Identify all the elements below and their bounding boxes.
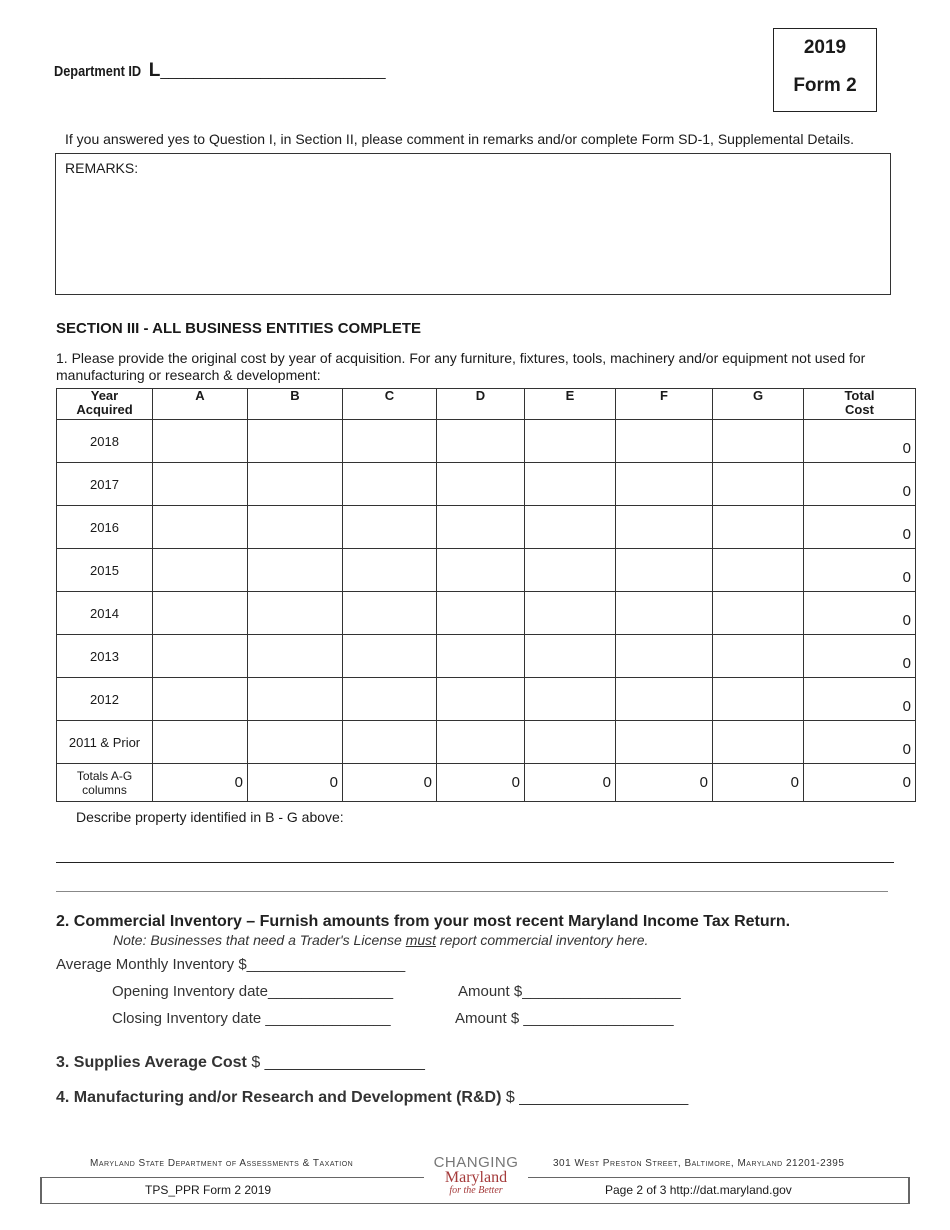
- cost-cell[interactable]: [343, 592, 437, 635]
- col-f: F: [616, 389, 713, 420]
- cost-cell[interactable]: [713, 549, 804, 592]
- cost-cell[interactable]: [437, 678, 525, 721]
- department-id-prefix: L: [148, 60, 161, 81]
- cost-cell[interactable]: [153, 549, 248, 592]
- year-cell: 2013: [57, 635, 153, 678]
- cost-cell[interactable]: [248, 420, 343, 463]
- cost-cell[interactable]: [713, 592, 804, 635]
- question-4-label: 4. Manufacturing and/or Research and Development (R&D): [56, 1089, 502, 1106]
- question-2-note: Note: Businesses that need a Trader's License must report commercial inventory here.: [113, 932, 649, 948]
- total-b: 0: [248, 764, 343, 802]
- footer-agency: Maryland State Department of Assessments & Taxation: [90, 1158, 354, 1169]
- year-cell: 2017: [57, 463, 153, 506]
- question-1: [56, 350, 896, 384]
- cost-cell[interactable]: [713, 678, 804, 721]
- cost-cell[interactable]: [248, 678, 343, 721]
- closing-inventory-amount-field[interactable]: Amount $ __________________: [455, 1010, 674, 1027]
- question-3-label: 3. Supplies Average Cost: [56, 1054, 247, 1071]
- department-id-label: Department ID: [54, 63, 142, 80]
- cost-cell[interactable]: [713, 721, 804, 764]
- cost-cell[interactable]: [343, 678, 437, 721]
- describe-line-2[interactable]: [56, 891, 888, 892]
- cost-cell[interactable]: [437, 592, 525, 635]
- row-total: 0: [804, 506, 916, 549]
- cost-cell[interactable]: [713, 506, 804, 549]
- col-total: Total Cost: [804, 389, 916, 420]
- acquisition-cost-table: [56, 388, 916, 802]
- table-header: [57, 389, 916, 420]
- table-row: [57, 463, 916, 506]
- cost-cell[interactable]: [525, 506, 616, 549]
- col-b: B: [248, 389, 343, 420]
- cost-cell[interactable]: [437, 549, 525, 592]
- cost-cell[interactable]: [248, 592, 343, 635]
- opening-inventory-amount-field[interactable]: Amount $___________________: [458, 983, 681, 1000]
- cost-cell[interactable]: [437, 420, 525, 463]
- question-2-number: 2: [56, 913, 65, 930]
- col-a: A: [153, 389, 248, 420]
- remarks-box[interactable]: [55, 153, 891, 295]
- cost-cell[interactable]: [437, 506, 525, 549]
- row-total: 0: [804, 678, 916, 721]
- cost-cell[interactable]: [616, 721, 713, 764]
- total-a: 0: [153, 764, 248, 802]
- cost-cell[interactable]: [616, 678, 713, 721]
- cost-cell[interactable]: [343, 549, 437, 592]
- cost-cell[interactable]: [343, 463, 437, 506]
- cost-cell[interactable]: [616, 592, 713, 635]
- row-total: 0: [804, 592, 916, 635]
- year-cell: 2018: [57, 420, 153, 463]
- section-title: SECTION III - ALL BUSINESS ENTITIES COMPLETE: [56, 320, 422, 337]
- cost-cell[interactable]: [713, 635, 804, 678]
- logo-changing: CHANGING: [433, 1154, 519, 1171]
- opening-inventory-date-field[interactable]: Opening Inventory date_______________: [112, 983, 394, 1000]
- department-id-field[interactable]: ___________________________: [160, 63, 386, 80]
- cost-cell[interactable]: [525, 635, 616, 678]
- total-g: 0: [713, 764, 804, 802]
- footer-rule-bottom: [40, 1203, 910, 1204]
- question-4[interactable]: [56, 1089, 688, 1107]
- cost-cell[interactable]: [525, 549, 616, 592]
- cost-cell[interactable]: [616, 506, 713, 549]
- cost-cell[interactable]: [525, 463, 616, 506]
- describe-label: Describe property identified in B - G above:: [76, 809, 344, 825]
- cost-cell[interactable]: [616, 420, 713, 463]
- cost-cell[interactable]: [437, 721, 525, 764]
- cost-cell[interactable]: [525, 420, 616, 463]
- cost-cell[interactable]: [343, 420, 437, 463]
- cost-cell[interactable]: [248, 506, 343, 549]
- cost-cell[interactable]: [248, 549, 343, 592]
- footer-left-edge: [40, 1177, 42, 1204]
- footer-address: 301 West Preston Street, Baltimore, Maryland 21201-2395: [553, 1158, 845, 1169]
- col-g: G: [713, 389, 804, 420]
- cost-cell[interactable]: [153, 592, 248, 635]
- cost-cell[interactable]: [616, 635, 713, 678]
- cost-cell[interactable]: [343, 721, 437, 764]
- cost-cell[interactable]: [713, 420, 804, 463]
- rd-cost-field[interactable]: $ ___________________: [501, 1089, 689, 1106]
- row-total: 0: [804, 549, 916, 592]
- col-d: D: [437, 389, 525, 420]
- cost-cell[interactable]: [343, 635, 437, 678]
- table-row: [57, 420, 916, 463]
- row-total: 0: [804, 721, 916, 764]
- cost-cell[interactable]: [248, 635, 343, 678]
- grand-total: 0: [804, 764, 916, 802]
- table-row: [57, 592, 916, 635]
- table-row: [57, 678, 916, 721]
- logo-tagline: for the Better: [449, 1185, 503, 1196]
- cost-cell[interactable]: [437, 635, 525, 678]
- must-word: must: [405, 932, 437, 948]
- row-total: 0: [804, 635, 916, 678]
- closing-inventory-date-field[interactable]: Closing Inventory date _______________: [112, 1010, 391, 1027]
- cost-cell[interactable]: [525, 721, 616, 764]
- logo-maryland: Maryland: [444, 1169, 508, 1186]
- cost-cell[interactable]: [248, 463, 343, 506]
- remarks-label: REMARKS:: [65, 160, 139, 176]
- cost-cell[interactable]: [616, 463, 713, 506]
- form-number: Form 2: [793, 75, 857, 96]
- question-3[interactable]: [56, 1054, 425, 1072]
- cost-cell[interactable]: [525, 592, 616, 635]
- table-row: [57, 721, 916, 764]
- cost-cell[interactable]: [153, 635, 248, 678]
- footer-form-id: TPS_PPR Form 2 2019: [145, 1183, 272, 1197]
- cost-cell[interactable]: [713, 463, 804, 506]
- total-e: 0: [525, 764, 616, 802]
- year-cell: 2011 & Prior: [57, 721, 153, 764]
- supplies-cost-field[interactable]: $ __________________: [246, 1054, 425, 1071]
- total-d: 0: [437, 764, 525, 802]
- question-1-number: 1.: [56, 350, 68, 366]
- col-e: E: [525, 389, 616, 420]
- table-row: [57, 549, 916, 592]
- year-cell: 2014: [57, 592, 153, 635]
- cost-cell[interactable]: [153, 463, 248, 506]
- table-row: [57, 635, 916, 678]
- row-total: 0: [804, 420, 916, 463]
- question-2-title: [56, 913, 790, 931]
- cost-cell[interactable]: [525, 678, 616, 721]
- cost-cell[interactable]: [153, 506, 248, 549]
- year-cell: 2015: [57, 549, 153, 592]
- question-1-text: Please provide the original cost by year of acquisition. For any furniture, fixtures, tools, machinery and/or equipment not used for manufacturing or research & development:: [56, 350, 866, 383]
- cost-cell[interactable]: [616, 549, 713, 592]
- cost-cell[interactable]: [437, 463, 525, 506]
- totals-label: Totals A-G columns: [57, 764, 153, 802]
- totals-row: [57, 764, 916, 802]
- total-c: 0: [343, 764, 437, 802]
- cost-cell[interactable]: [153, 678, 248, 721]
- form-year: 2019: [803, 37, 847, 58]
- changing-maryland-logo: [424, 1155, 528, 1203]
- cost-cell[interactable]: [153, 420, 248, 463]
- average-monthly-inventory-field[interactable]: Average Monthly Inventory $___________________: [56, 956, 406, 973]
- col-year: Year Acquired: [57, 389, 153, 420]
- question-2-heading: . Commercial Inventory – Furnish amounts from your most recent Maryland Income Tax Return.: [64, 913, 791, 930]
- describe-line-1[interactable]: [56, 862, 894, 863]
- form-year-box: [773, 28, 877, 112]
- cost-cell[interactable]: [343, 506, 437, 549]
- footer-right-edge: [908, 1177, 910, 1204]
- cost-cell[interactable]: [153, 721, 248, 764]
- year-cell: 2016: [57, 506, 153, 549]
- row-total: 0: [804, 463, 916, 506]
- footer-page: Page 2 of 3 http://dat.maryland.gov: [605, 1183, 792, 1197]
- col-c: C: [343, 389, 437, 420]
- department-id-row: [54, 60, 386, 82]
- total-f: 0: [616, 764, 713, 802]
- table-row: [57, 506, 916, 549]
- year-cell: 2012: [57, 678, 153, 721]
- cost-cell[interactable]: [248, 721, 343, 764]
- intro-text: If you answered yes to Question I, in Section II, please comment in remarks and/or complete Form SD-1, Supplemental Details.: [65, 131, 855, 147]
